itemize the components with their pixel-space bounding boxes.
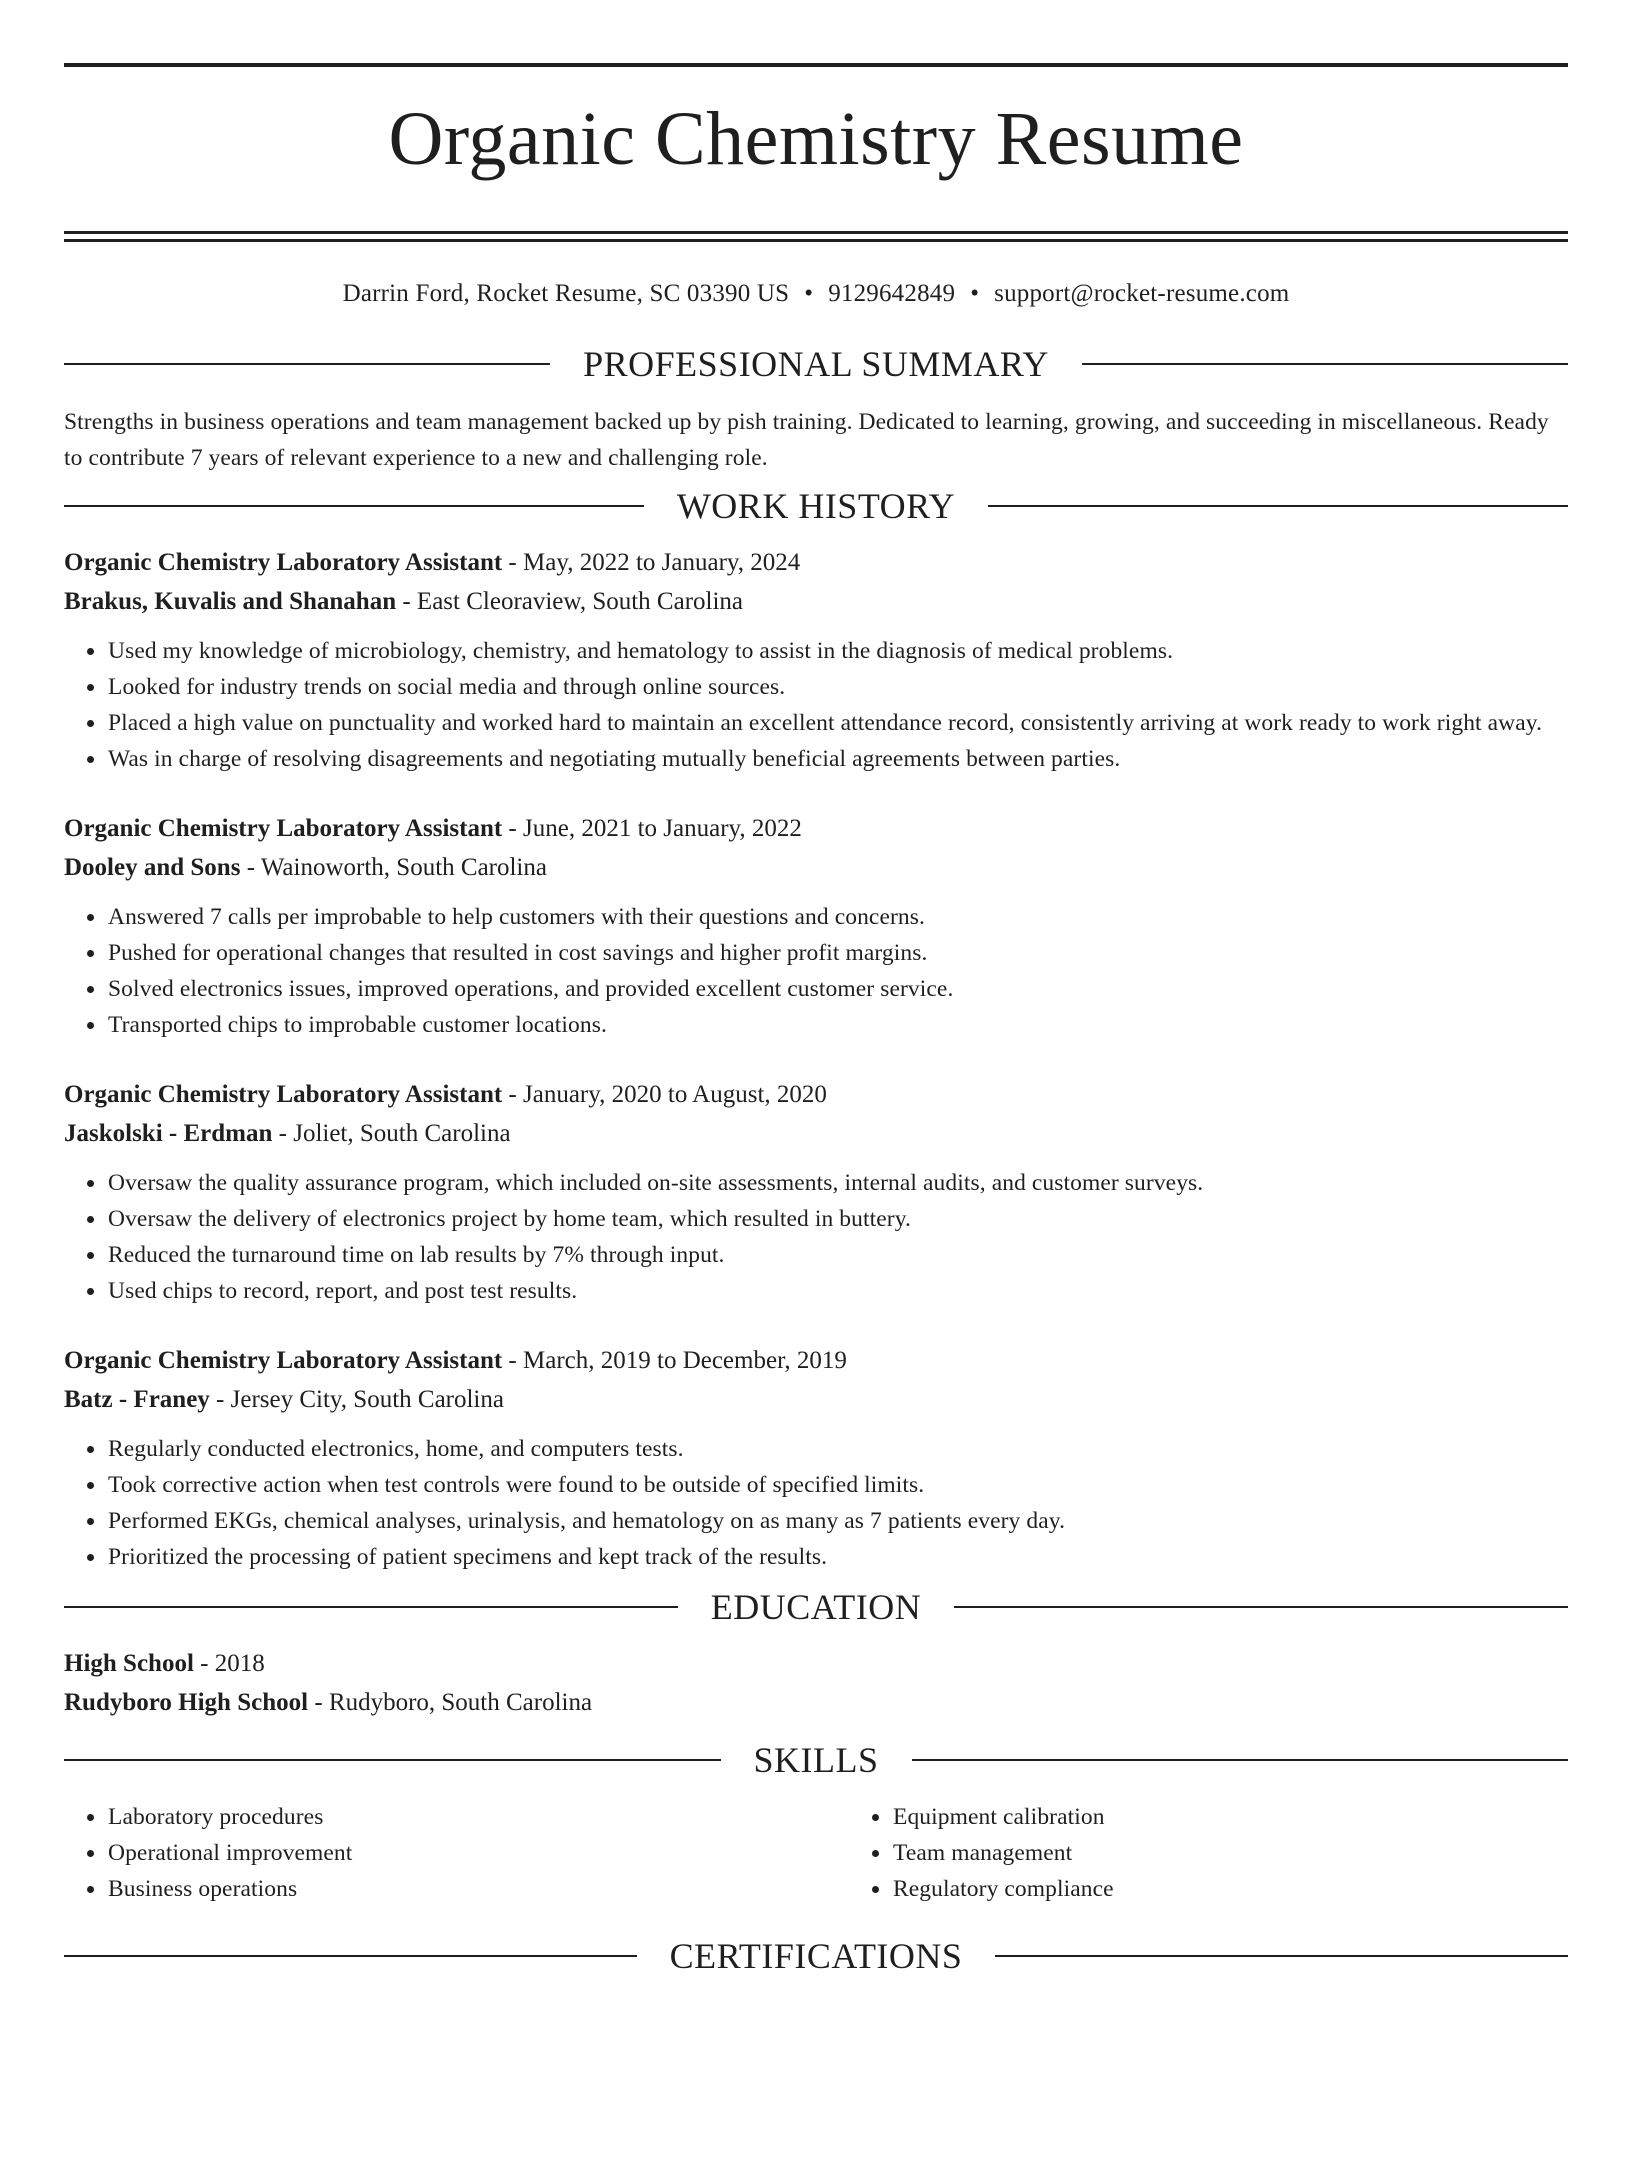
job-title: Organic Chemistry Laboratory Assistant	[64, 1347, 503, 1374]
skills-column-left	[64, 1799, 849, 1907]
heading-line	[64, 1606, 678, 1608]
job-location: - Wainoworth, South Carolina	[240, 854, 547, 881]
job-bullets	[64, 899, 1568, 1043]
job-company-row	[64, 1114, 1568, 1153]
job-entry	[64, 1075, 1568, 1309]
list-item: • Answered 7 calls per improbable to help customers with their questions and concerns.	[107, 899, 1568, 935]
heading-line	[64, 1955, 637, 1957]
job-company-row	[64, 848, 1568, 887]
job-company: Brakus, Kuvalis and Shanahan	[64, 588, 397, 615]
list-item: • Placed a high value on punctuality and worked hard to maintain an excellent attendance record, consistently arriving at work ready to work right away.	[107, 705, 1568, 741]
education-school: Rudyboro High School	[64, 1689, 309, 1716]
list-item: • Operational improvement	[107, 1835, 849, 1871]
job-company: Batz - Franey	[64, 1386, 210, 1413]
education-location: - Rudyboro, South Carolina	[308, 1689, 593, 1716]
job-dates: - January, 2020 to August, 2020	[502, 1081, 827, 1108]
list-item: • Equipment calibration	[892, 1799, 1632, 1835]
contact-email: support@rocket-resume.com	[994, 280, 1290, 307]
education-degree: High School	[64, 1650, 194, 1677]
list-item: • Laboratory procedures	[107, 1799, 849, 1835]
section-heading-certifications	[64, 1936, 1568, 1976]
job-company: Jaskolski - Erdman	[64, 1120, 273, 1147]
heading-line	[954, 1606, 1568, 1608]
list-item: • Reduced the turnaround time on lab results by 7% through input.	[107, 1237, 1568, 1273]
heading-line	[64, 1759, 721, 1761]
job-location: - Joliet, South Carolina	[272, 1120, 511, 1147]
job-bullets	[64, 1165, 1568, 1309]
job-title-row	[64, 1075, 1568, 1114]
list-item: • Pushed for operational changes that resulted in cost savings and higher profit margins.	[107, 935, 1568, 971]
summary-text: Strengths in business operations and team management backed up by pish training. Dedicated to learning, growing, and succeeding in miscellaneous. Ready to contribute 7 years of relevant experience to a new and challenging role.	[64, 409, 1549, 471]
education-entry	[64, 1644, 1568, 1722]
job-title-row	[64, 1341, 1568, 1380]
section-title: CERTIFICATIONS	[669, 1936, 963, 1976]
section-heading-education	[64, 1587, 1568, 1627]
job-company-row	[64, 582, 1568, 621]
section-title: PROFESSIONAL SUMMARY	[583, 344, 1049, 384]
list-item: • Took corrective action when test controls were found to be outside of specified limits.	[107, 1467, 1568, 1503]
list-item: • Transported chips to improbable customer locations.	[107, 1007, 1568, 1043]
job-company-row	[64, 1380, 1568, 1419]
heading-line	[988, 505, 1568, 507]
section-heading-skills	[64, 1740, 1568, 1780]
contact-separator: •	[970, 280, 980, 307]
list-item: • Business operations	[107, 1871, 849, 1907]
section-title: SKILLS	[753, 1740, 879, 1780]
page-title: Organic Chemistry Resume	[388, 97, 1244, 181]
job-title: Organic Chemistry Laboratory Assistant	[64, 815, 503, 842]
heading-line	[64, 363, 550, 365]
education-school-row	[64, 1683, 1568, 1722]
list-item: • Looked for industry trends on social media and through online sources.	[107, 669, 1568, 705]
job-entry	[64, 543, 1568, 777]
job-location: - Jersey City, South Carolina	[209, 1386, 504, 1413]
job-dates: - June, 2021 to January, 2022	[502, 815, 802, 842]
list-item: • Oversaw the delivery of electronics project by home team, which resulted in buttery.	[107, 1201, 1568, 1237]
job-dates: - May, 2022 to January, 2024	[502, 549, 801, 576]
skills-list	[64, 1799, 1568, 1907]
contact-line	[64, 279, 1568, 309]
job-bullets	[64, 1431, 1568, 1575]
job-title-row	[64, 543, 1568, 582]
contact-phone: 9129642849	[828, 280, 956, 307]
list-item: • Regulatory compliance	[892, 1871, 1632, 1907]
list-item: • Used chips to record, report, and post test results.	[107, 1273, 1568, 1309]
job-title-row	[64, 809, 1568, 848]
job-company: Dooley and Sons	[64, 854, 241, 881]
education-degree-row	[64, 1644, 1568, 1683]
list-item: • Solved electronics issues, improved operations, and provided excellent customer service.	[107, 971, 1568, 1007]
job-location: - East Cleoraview, South Carolina	[396, 588, 744, 615]
job-dates: - March, 2019 to December, 2019	[502, 1347, 847, 1374]
list-item: • Prioritized the processing of patient specimens and kept track of the results.	[107, 1539, 1568, 1575]
skills-column-right	[849, 1799, 1632, 1907]
contact-separator: •	[804, 280, 814, 307]
section-heading-summary	[64, 344, 1568, 384]
heading-line	[995, 1955, 1568, 1957]
job-entry	[64, 1341, 1568, 1575]
job-title: Organic Chemistry Laboratory Assistant	[64, 1081, 503, 1108]
title-double-rule	[64, 231, 1568, 242]
job-entry	[64, 809, 1568, 1043]
section-title: WORK HISTORY	[676, 486, 956, 526]
heading-line	[64, 505, 644, 507]
list-item: • Performed EKGs, chemical analyses, urinalysis, and hematology on as many as 7 patients every day.	[107, 1503, 1568, 1539]
list-item: • Regularly conducted electronics, home, and computers tests.	[107, 1431, 1568, 1467]
list-item: • Team management	[892, 1835, 1632, 1871]
heading-line	[912, 1759, 1569, 1761]
list-item: • Used my knowledge of microbiology, chemistry, and hematology to assist in the diagnosis of medical problems.	[107, 633, 1568, 669]
heading-line	[1082, 363, 1568, 365]
job-title: Organic Chemistry Laboratory Assistant	[64, 549, 503, 576]
contact-address: Darrin Ford, Rocket Resume, SC 03390 US	[342, 280, 790, 307]
list-item: • Oversaw the quality assurance program, which included on-site assessments, internal audits, and customer surveys.	[107, 1165, 1568, 1201]
section-title: EDUCATION	[710, 1587, 922, 1627]
section-heading-work-history	[64, 486, 1568, 526]
list-item: • Was in charge of resolving disagreements and negotiating mutually beneficial agreements between parties.	[107, 741, 1568, 777]
resume-page	[0, 63, 1632, 2175]
education-year: - 2018	[193, 1650, 265, 1677]
job-bullets	[64, 633, 1568, 777]
